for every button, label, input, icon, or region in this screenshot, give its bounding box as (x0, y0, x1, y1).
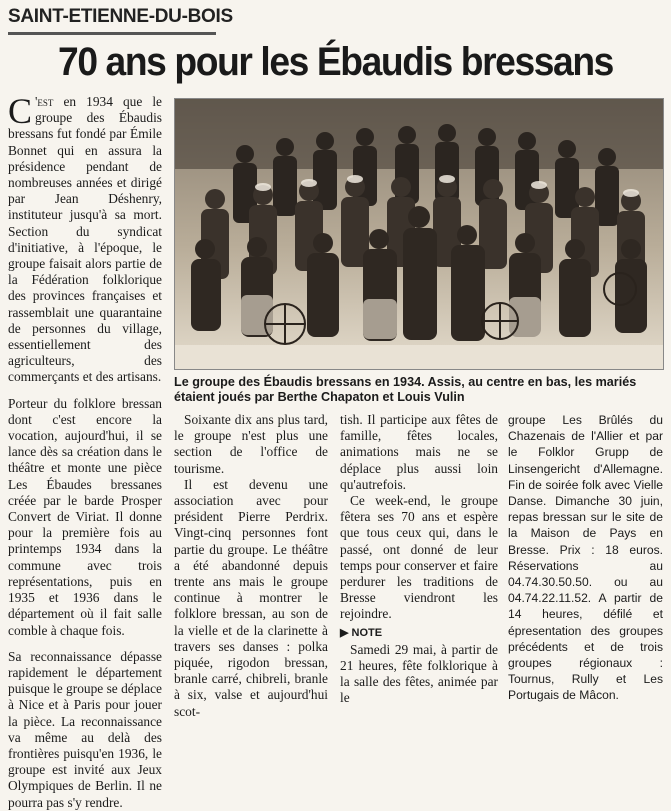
section-kicker: SAINT-ETIENNE-DU-BOIS (8, 6, 233, 27)
note-text: Samedi 29 mai, à partir de 21 heures, fête folklorique à la salle des fêtes, animée par le (340, 641, 498, 706)
paragraph-3: Sa reconnaissance dépasse rapidement le département puisque le groupe se déplace à Nice et à Paris pour jouer la pièce. La reconnaissance va même au delà des frontières puisqu'en 1936, le groupe est invité aux Jeux Olympiques de Berlin. Il ne pourra pas s'y rendre. (8, 648, 162, 810)
paragraph-1 (8, 91, 162, 386)
paragraph-2: Porteur du folklore bressan dont c'est encore la vocation, aujourd'hui, il se lance dès sa création dans le théâtre et monte une pièce Les Ébaudes bressanes créée par le barde Prosper Convert de Viriat. Il donne pour la première fois au printemps 1934 dans la commune avec trois représentations, puis en 1935 et 1936 dans le département où il fait salle comble à chaque fois. (8, 395, 162, 638)
column-2 (174, 412, 328, 720)
article-headline: 70 ans pour les Ébaudis bressans (58, 40, 613, 84)
group-photo (174, 98, 664, 370)
photo-caption: Le groupe des Ébaudis bressans en 1934. Assis, au centre en bas, les mariés étaient joués par Berthe Chapaton et Louis Vulin (174, 375, 637, 404)
paragraph-4: Soixante dix ans plus tard, le groupe n'est plus une section de l'office de tourisme. (174, 412, 328, 476)
kicker-underline (8, 32, 216, 35)
paragraph-5: Il est devenu une association avec pour président Pierre Perdrix. Vingt-cinq personnes font partie du groupe. Le théâtre a été abandonné depuis trente ans mais le groupe continue à montrer le folklore bressan, au son de la vielle et de la clarinette à travers ses danses : polka piquée, rigodon bressan, branle carré, chibreli, branle à six, valse et aujourd'hui scot- (174, 476, 328, 719)
column-4 (508, 412, 663, 704)
group-photo-icon (175, 99, 663, 369)
column-3 (340, 412, 498, 707)
column-1 (8, 91, 162, 811)
note-continuation: groupe Les Brûlés du Chazenais de l'Allier et par le Folklor Grupp de Linsengericht d'Allemagne. Fin de soirée folk avec Vielle Danse. Dimanche 30 juin, repas bressan sur le site de la Maison de Pays en Bresse. Prix : 18 euros. Réservations au 04.74.30.50.50. ou au 04.74.22.11.52. A partir de 14 heures, défilé et épresentation des groupes précédents et de trois groupes régionaux : Tournus, Rully et Les Portugais de Mâcon. (508, 413, 663, 703)
paragraph-7: Ce week-end, le groupe fêtera ses 70 ans et espère que tous ceux qui, dans le passé, ont donné de leur temps pour conserver et faire perdurer les traditions de Bresse viendront les rejoindre. (340, 493, 498, 622)
lead-smallcaps: 'est (35, 94, 54, 109)
paragraph-1-text: en 1934 que le groupe des Ébaudis bressans fut fondé par Émile Bonnet qui en assura la présidence pendant de nombreuses années et dirigé par Jean Déshenry, instituteur jusqu'à sa mort. Section du syndicat d'initiative, à l'époque, le groupe faisait alors partie de la Fédération folklorique des provinces françaises et rassemblait une quarantaine de personnes du village, essentiellement des agriculteurs, des commerçants et des artisans. (8, 94, 162, 385)
paragraph-6: tish. Il participe aux fêtes de famille, fêtes locales, animations mais ne se déplace plus aussi loin qu'autrefois. (340, 412, 498, 492)
note-label: ▶ NOTE (340, 626, 383, 639)
drop-cap: C (8, 91, 33, 131)
